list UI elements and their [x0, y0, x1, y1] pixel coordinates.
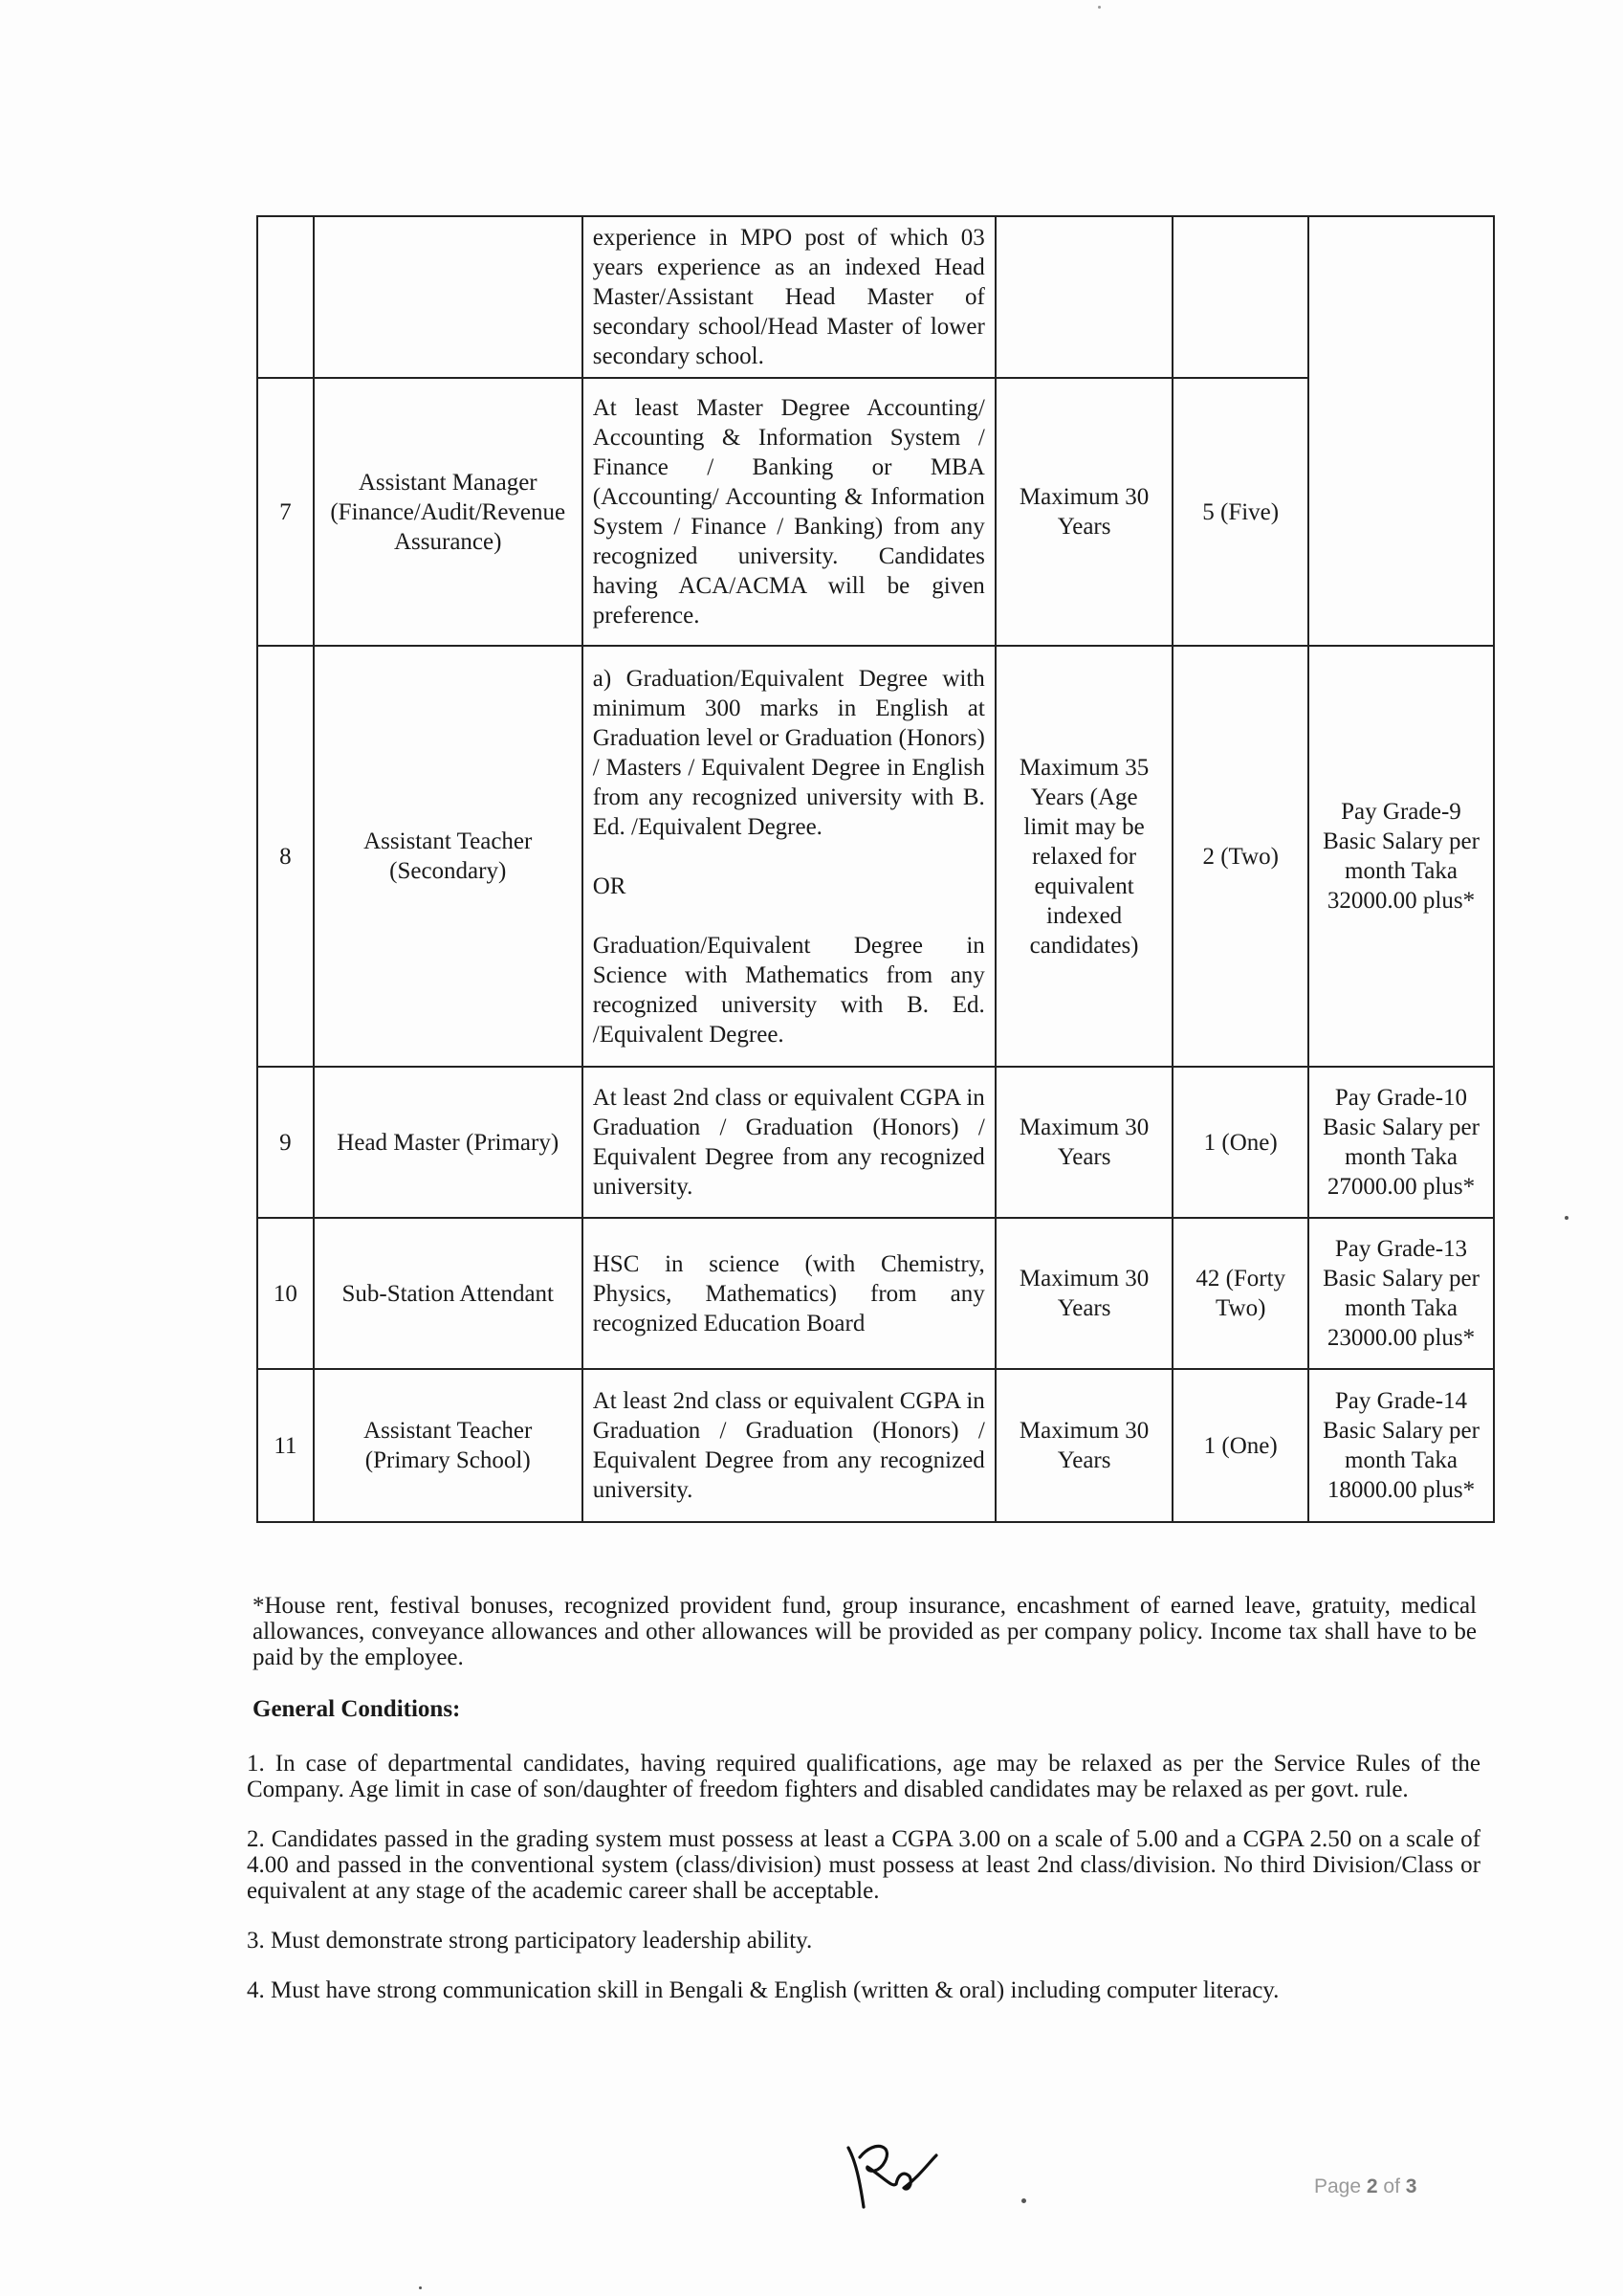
qualification-cell: a) Graduation/Equivalent Degree with minimum 300 marks in English at Graduation level or Graduation (Honors) / Masters / Equivalent Degree in English from any recognized university with B. Ed. /Equivalent Degree. OR Graduation/Equivalent Degree in Science with Mathematics from any recognized university with B. Ed. /Equivalent Degree. — [582, 646, 996, 1067]
scan-speck — [1098, 6, 1101, 9]
benefits-footnote: *House rent, festival bonuses, recognized provident fund, group insurance, encashment of earned leave, gratuity, medical allowances, conveyance allowances and other allowances will be provided as per company policy. Income tax shall have to be paid by the employee. — [252, 1593, 1477, 1670]
serial-cell: 7 — [257, 378, 314, 646]
qualification-cell: At least 2nd class or equivalent CGPA in Graduation / Graduation (Honors) / Equivalent Degree from any recognized university. — [582, 1369, 996, 1522]
scan-speck — [419, 2286, 422, 2289]
qualification-cell: At least Master Degree Accounting/ Accounting & Information System / Finance / Banking or MBA (Accounting/ Accounting & Information System / Finance / Banking) from any recognized university. Candidates having ACA/ACMA will be given preference. — [582, 378, 996, 646]
condition-item: 1. In case of departmental candidates, having required qualifications, age may be relaxed as per the Service Rules of the Company. Age limit in case of son/daughter of freedom fighters and disabled candidates may be relaxed as per govt. rule. — [247, 1751, 1480, 1802]
qualification-cell: At least 2nd class or equivalent CGPA in Graduation / Graduation (Honors) / Equivalent Degree from any recognized university. — [582, 1067, 996, 1218]
general-conditions-list — [247, 1751, 1480, 2027]
post-name-cell: Sub-Station Attendant — [314, 1218, 582, 1369]
page-number — [1314, 2175, 1416, 2198]
pay-scale-cell — [1308, 216, 1494, 646]
post-name-cell: Assistant Teacher (Secondary) — [314, 646, 582, 1067]
job-requirements-table — [256, 215, 1495, 1523]
vacancy-cell: 5 (Five) — [1173, 378, 1308, 646]
page-of: of — [1383, 2175, 1400, 2197]
condition-item: 3. Must demonstrate strong participatory leadership ability. — [247, 1928, 813, 1954]
serial-cell: 8 — [257, 646, 314, 1067]
page-total: 3 — [1405, 2175, 1417, 2197]
pay-scale-cell: Pay Grade-9 Basic Salary per month Taka 32000.00 plus* — [1308, 646, 1494, 1067]
vacancy-cell — [1173, 216, 1308, 378]
table-row — [257, 1067, 1494, 1218]
handwritten-signature-icon — [837, 2129, 942, 2215]
serial-cell: 10 — [257, 1218, 314, 1369]
table-row — [257, 1218, 1494, 1369]
age-limit-cell: Maximum 30 Years — [996, 1369, 1173, 1522]
pay-scale-cell: Pay Grade-13 Basic Salary per month Taka 23000.00 plus* — [1308, 1218, 1494, 1369]
serial-cell — [257, 216, 314, 378]
general-conditions-heading: General Conditions: — [252, 1696, 461, 1722]
post-name-cell: Assistant Teacher (Primary School) — [314, 1369, 582, 1522]
post-name-cell: Head Master (Primary) — [314, 1067, 582, 1218]
table-row — [257, 646, 1494, 1067]
vacancy-cell: 1 (One) — [1173, 1067, 1308, 1218]
page-current: 2 — [1366, 2175, 1378, 2197]
vacancy-cell: 42 (Forty Two) — [1173, 1218, 1308, 1369]
pay-scale-cell: Pay Grade-10 Basic Salary per month Taka 27000.00 plus* — [1308, 1067, 1494, 1218]
serial-cell: 9 — [257, 1067, 314, 1218]
age-limit-cell: Maximum 30 Years — [996, 378, 1173, 646]
post-name-cell — [314, 216, 582, 378]
condition-item: 4. Must have strong communication skill in Bengali & English (written & oral) including computer literacy. — [247, 1977, 1280, 2003]
table-row — [257, 1369, 1494, 1522]
age-limit-cell — [996, 216, 1173, 378]
age-limit-cell: Maximum 30 Years — [996, 1067, 1173, 1218]
vacancy-cell: 1 (One) — [1173, 1369, 1308, 1522]
scan-speck — [1021, 2198, 1026, 2203]
age-limit-cell: Maximum 35 Years (Age limit may be relaxed for equivalent indexed candidates) — [996, 646, 1173, 1067]
age-limit-cell: Maximum 30 Years — [996, 1218, 1173, 1369]
scan-speck — [1565, 1216, 1568, 1220]
serial-cell: 11 — [257, 1369, 314, 1522]
vacancy-cell: 2 (Two) — [1173, 646, 1308, 1067]
post-name-cell: Assistant Manager (Finance/Audit/Revenue Assurance) — [314, 378, 582, 646]
qualification-cell: experience in MPO post of which 03 years experience as an indexed Head Master/Assistant Head Master of secondary school/Head Master of lower secondary school. — [582, 216, 996, 378]
qualification-cell: HSC in science (with Chemistry, Physics, Mathematics) from any recognized Education Board — [582, 1218, 996, 1369]
table-row — [257, 216, 1494, 378]
page-label: Page — [1314, 2175, 1362, 2197]
condition-item: 2. Candidates passed in the grading system must possess at least a CGPA 3.00 on a scale of 5.00 and a CGPA 2.50 on a scale of 4.00 and passed in the conventional system (class/division) must possess at least 2nd class/division. No third Division/Class or equivalent at any stage of the academic career shall be acceptable. — [247, 1826, 1480, 1904]
pay-scale-cell: Pay Grade-14 Basic Salary per month Taka 18000.00 plus* — [1308, 1369, 1494, 1522]
